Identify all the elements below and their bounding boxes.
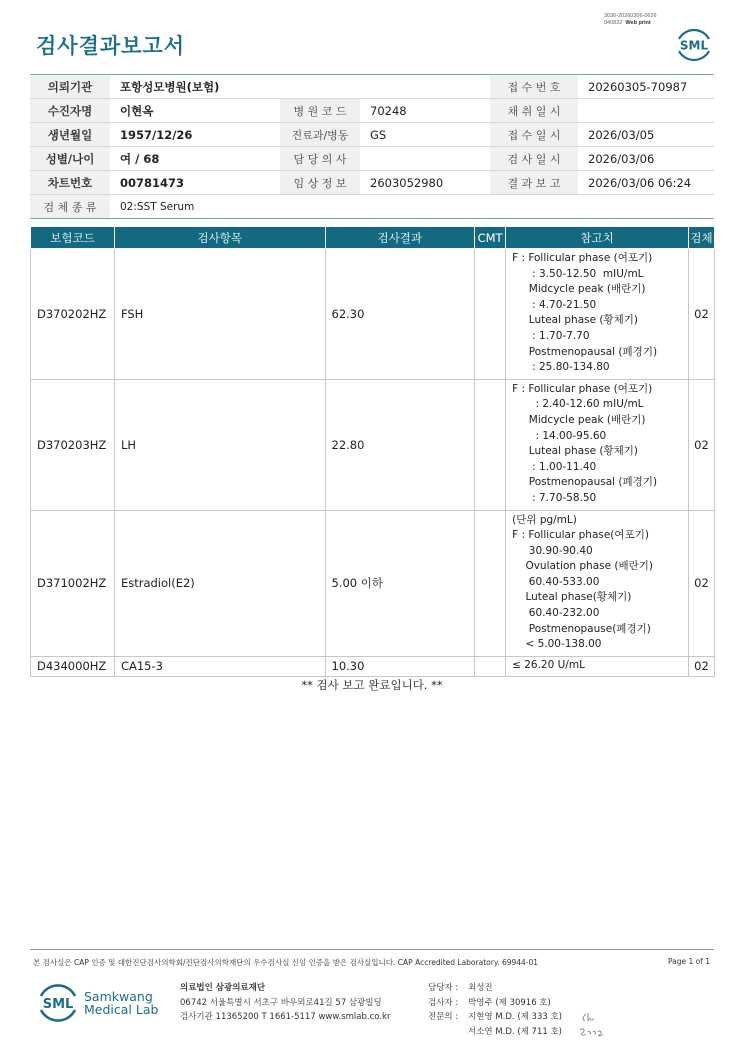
reference-line: F : Follicular phase (여포기): [512, 252, 653, 264]
reference-line: : 3.50-12.50 mIU/mL: [512, 267, 644, 280]
label-result-report: 결 과 보 고: [490, 171, 578, 195]
test-result: 22.80: [325, 379, 475, 510]
page-number: Page 1 of 1: [668, 957, 711, 966]
organization-name: 의료법인 삼광의료재단: [180, 983, 266, 993]
header-insurance-code: 보험코드: [31, 227, 115, 249]
table-row: [31, 379, 715, 510]
header-test-item: 검사항목: [114, 227, 325, 249]
info-row: [30, 99, 714, 123]
reference-line: F : Follicular phase(여포기): [512, 529, 649, 542]
print-mode: Web print: [625, 20, 651, 26]
organization-contact: 검사기관 11365200 T 1661-5117 www.smlab.co.kr: [180, 1012, 391, 1022]
value-test-datetime: 2026/03/06: [578, 147, 714, 171]
table-row: [31, 249, 715, 380]
cmt-cell: [475, 379, 506, 510]
reference-line: (단위 pg/mL): [512, 513, 577, 526]
info-row: [30, 123, 714, 147]
reference-line: Ovulation phase (배란기): [512, 560, 654, 573]
reference-line: Postmenopausal (폐경기): [512, 476, 658, 489]
reference-line: : 14.00-95.60: [512, 429, 607, 442]
reference-line: Postmenopause(폐경기): [512, 622, 651, 635]
sml-logo-icon: [674, 25, 714, 65]
reference-line: Luteal phase (황체기): [512, 445, 639, 458]
specimen-code: 02: [689, 510, 715, 656]
cmt-cell: [475, 656, 506, 676]
staff-value: 지현영 M.D. (제 333 호): [468, 1012, 563, 1022]
info-row: [30, 195, 714, 219]
test-item: CA15-3: [114, 656, 325, 676]
label-patient-name: 수진자명: [30, 99, 110, 123]
svg-text:SML: SML: [679, 38, 709, 53]
label-test-datetime: 검 사 일 시: [490, 147, 578, 171]
header-cmt: CMT: [475, 227, 506, 249]
value-clinical-info: 2603052980: [360, 171, 490, 195]
signature-icon: [578, 1010, 612, 1040]
reference-line: Postmenopausal (폐경기): [512, 345, 658, 358]
reference-line: 30.90-90.40: [512, 544, 593, 557]
reference-line: Luteal phase(황체기): [512, 591, 632, 604]
staff-label: 검사자 :: [428, 997, 459, 1008]
label-receipt-datetime: 접 수 일 시: [490, 123, 578, 147]
value-sex-age: 여 / 68: [110, 147, 280, 171]
test-item: FSH: [114, 249, 325, 380]
value-hospital-code: 70248: [360, 99, 490, 123]
value-patient-name: 이현옥: [110, 99, 280, 123]
organization-info: [180, 981, 390, 1025]
results-header-row: [31, 227, 715, 249]
reference-line: : 25.80-134.80: [512, 361, 610, 374]
label-attending-doctor: 담 당 의 사: [280, 147, 360, 171]
reference-line: ≤ 26.20 U/mL: [512, 658, 585, 671]
print-id: 3036-20260306-0626: [604, 13, 657, 19]
staff-value: 박영주 (제 30916 호): [468, 997, 551, 1008]
staff-value: 서소연 M.D. (제 711 호): [468, 1026, 563, 1037]
specimen-code: 02: [689, 656, 715, 676]
header-test-result: 검사결과: [325, 227, 475, 249]
value-requesting-institution: 포항성모병원(보험): [110, 75, 280, 99]
value-receipt-datetime: 2026/03/05: [578, 123, 714, 147]
insurance-code: D370202HZ: [31, 249, 115, 380]
reference-range: [506, 510, 689, 656]
value-birth-date: 1957/12/26: [110, 123, 280, 147]
report-complete-text: ** 검사 보고 완료입니다. **: [301, 678, 443, 692]
cmt-cell: [475, 510, 506, 656]
label-birth-date: 생년월일: [30, 123, 110, 147]
cmt-cell: [475, 249, 506, 380]
info-row: [30, 75, 714, 99]
patient-info-table: [30, 74, 714, 219]
svg-text:SML: SML: [42, 997, 74, 1012]
reference-line: : 7.70-58.50: [512, 491, 597, 504]
reference-range: [506, 379, 689, 510]
label-clinical-info: 임 상 정 보: [280, 171, 360, 195]
insurance-code: D370203HZ: [31, 379, 115, 510]
value-attending-doctor: [360, 147, 490, 171]
label-requesting-institution: 의뢰기관: [30, 75, 110, 99]
brand-line-2: Medical Lab: [84, 1002, 159, 1017]
reference-range: [506, 656, 689, 676]
label-receipt-number: 접 수 번 호: [490, 75, 578, 99]
reference-line: : 4.70-21.50: [512, 298, 597, 311]
label-department: 진료과/병동: [280, 123, 360, 147]
header-reference-range: 참고치: [506, 227, 689, 249]
sml-footer-logo-icon: [36, 981, 80, 1025]
specimen-code: 02: [689, 249, 715, 380]
label-chart-number: 차트번호: [30, 171, 110, 195]
insurance-code: D434000HZ: [31, 656, 115, 676]
value-department: GS: [360, 123, 490, 147]
staff-label: 전문의 :: [428, 1012, 459, 1022]
reference-line: Midcycle peak (배란기): [512, 413, 646, 426]
table-row: [31, 656, 715, 676]
reference-line: : 1.00-11.40: [512, 460, 597, 473]
label-specimen-type: 검 체 종 류: [30, 195, 110, 219]
page-title: 검사결과보고서: [36, 34, 186, 58]
specimen-code: 02: [689, 379, 715, 510]
reference-line: : 1.70-7.70: [512, 329, 590, 342]
insurance-code: D371002HZ: [31, 510, 115, 656]
reference-range: [506, 249, 689, 380]
reference-line: : 2.40-12.60 mIU/mL: [512, 398, 644, 411]
brand-name: [84, 990, 158, 1016]
print-code: 040822: [604, 20, 623, 26]
test-item: LH: [114, 379, 325, 510]
organization-address: 06742 서울특별시 서초구 바우뫼로41길 57 삼광빌딩: [180, 997, 382, 1008]
reference-line: < 5.00-138.00: [512, 638, 602, 651]
reference-line: 60.40-232.00: [512, 607, 600, 620]
value-specimen-type: 02:SST Serum: [110, 195, 714, 219]
value-result-report: 2026/03/06 06:24: [578, 171, 714, 195]
print-meta: [604, 13, 657, 27]
value-chart-number: 00781473: [110, 171, 280, 195]
accreditation-note: 본 검사실은 CAP 인증 및 대한진단검사의학회/진단검사의학재단의 우수검사실 신임 인증을 받은 검사실입니다. CAP Accredited Laboratory. 69944-01: [33, 958, 539, 967]
staff-label: 담당자 :: [428, 983, 459, 993]
label-hospital-code: 병 원 코 드: [280, 99, 360, 123]
reference-line: 60.40-533.00: [512, 575, 600, 588]
reference-line: Luteal phase (황체기): [512, 314, 639, 327]
reference-line: Midcycle peak (배란기): [512, 283, 646, 296]
footer-divider: [30, 949, 714, 950]
label-collection-datetime: 채 취 일 시: [490, 99, 578, 123]
info-row: [30, 147, 714, 171]
header-specimen: 검체: [689, 227, 715, 249]
test-result: 5.00 이하: [325, 510, 475, 656]
results-table: [30, 226, 715, 677]
brand-line-1: Samkwang: [84, 989, 153, 1004]
label-sex-age: 성별/나이: [30, 147, 110, 171]
test-item: Estradiol(E2): [114, 510, 325, 656]
reference-line: F : Follicular phase (여포기): [512, 382, 653, 395]
staff-value: 최성진: [468, 983, 493, 993]
value-collection-datetime: [578, 99, 714, 123]
table-row: [31, 510, 715, 656]
test-result: 62.30: [325, 249, 475, 380]
staff-label: [428, 1025, 468, 1040]
test-result: 10.30: [325, 656, 475, 676]
info-row: [30, 171, 714, 195]
value-receipt-number: 20260305-70987: [578, 75, 714, 99]
staff-info: [428, 981, 562, 1039]
